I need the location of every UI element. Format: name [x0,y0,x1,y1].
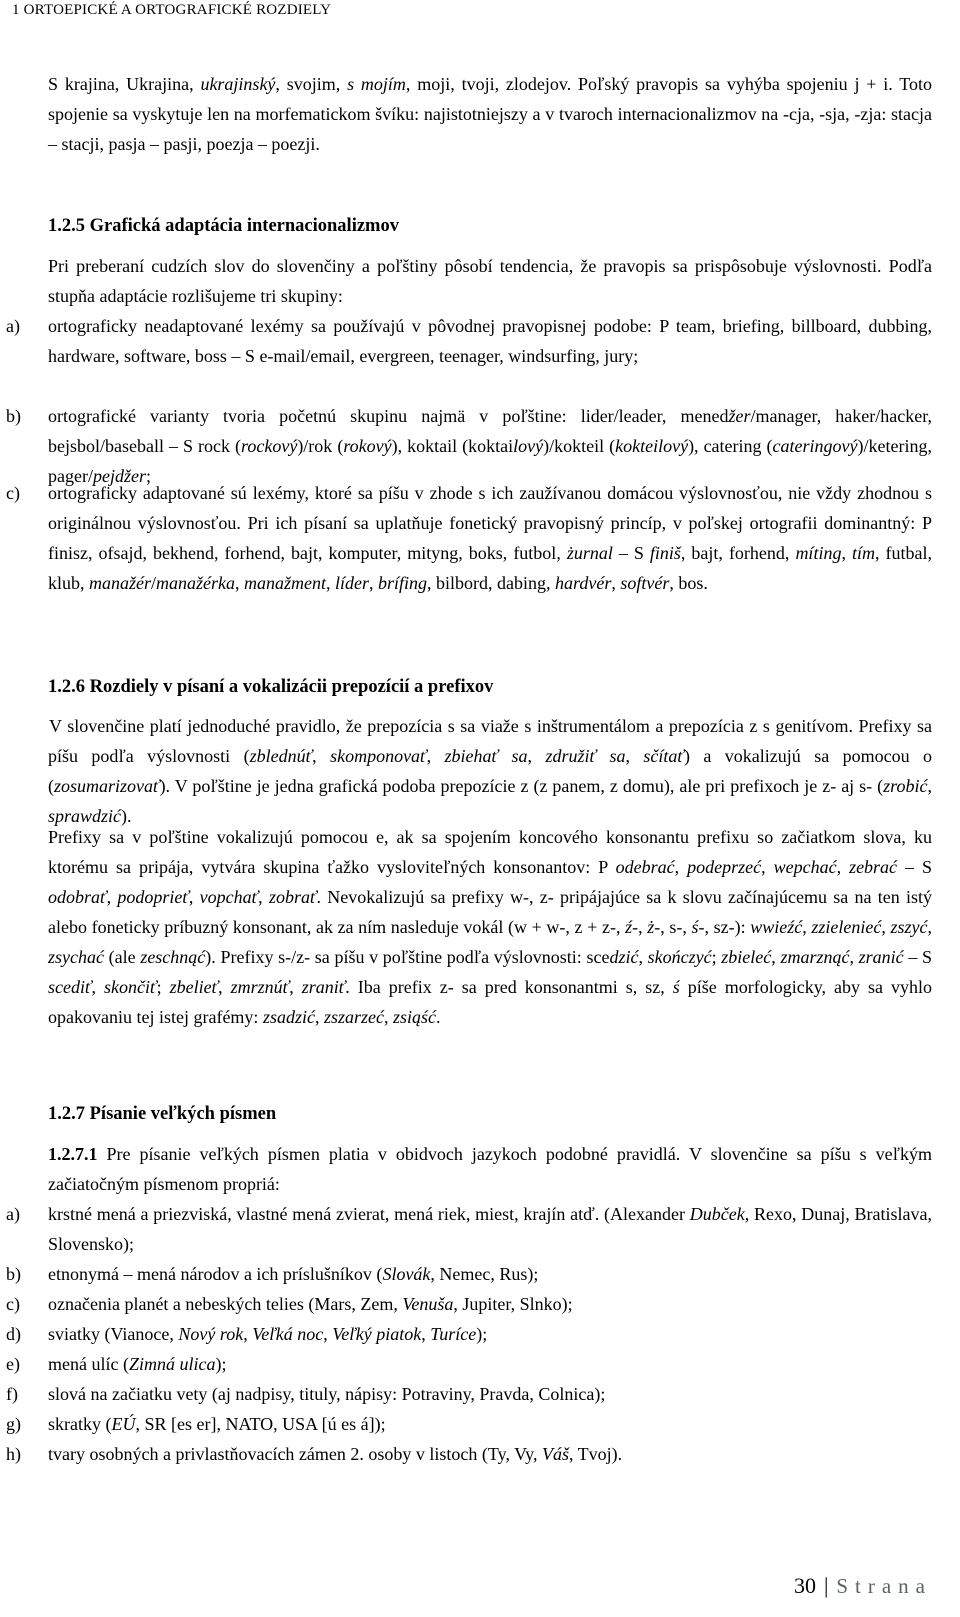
text-run: , [312,746,331,766]
list-item [6,1319,932,1349]
italic-text: Veľký piatok [332,1324,422,1344]
text-run: , bilbord, dabing, [427,573,556,593]
italic-text: rokový [343,436,392,456]
italic-text: sčítať [643,746,684,766]
text-run: , [421,1324,431,1344]
italic-text: zraniť [301,977,346,997]
italic-text: dzić [609,947,639,967]
text-run: krstné mená a priezviská, vlastné mená zvierat, mená riek, miest, krajín atď. (Alexander [48,1204,690,1224]
list-item-text [48,1439,932,1469]
list-item-text [48,1319,932,1349]
text-run: , [383,1007,393,1027]
italic-text: zszyć [890,917,928,937]
text-run: . Iba prefix z- sa pred konsonantmi s, sz, [345,977,673,997]
text-run: – S [612,543,650,563]
running-header: 1 ORTOEPICKÉ A ORTOGRAFICKÉ ROZDIELY [12,2,332,18]
italic-text: zrobić [883,776,928,796]
italic-text: skończyć [647,947,712,967]
italic-text: cateringový [772,436,858,456]
list-item [6,1379,932,1409]
text-run: ), catering ( [688,436,773,456]
italic-text: Váš [541,1444,569,1464]
section-125-intro: Pri preberaní cudzích slov do slovenčiny a poľštiny pôsobí tendencia, že pravopis sa prispôsobuje výslovnosti. Podľa stupňa adaptácie rozlišujeme tri skupiny: [48,256,932,306]
section-heading-1-2-7: 1.2.7 Písanie veľkých písmen [48,1104,277,1124]
text-run: , SR [es er], NATO, USA [ú es á]); [135,1414,386,1434]
text-run: Prefixy sa v poľštine vokalizujú pomocou e, ak sa spojením koncového konsonantu prefixu so začiatkom slova, ku ktorému sa pripája, vytvára skupina ťažko vysloviteľných konsonantov: P [48,827,932,877]
list-item [6,478,932,598]
text-run: , [611,573,621,593]
italic-text: żurnal [566,543,613,563]
text-run: , [881,917,891,937]
text-run: / [151,573,157,593]
list-marker: c) [6,483,20,503]
italic-text: ś [691,917,699,937]
text-run: , [323,1324,333,1344]
text-run: -, sz-): [698,917,751,937]
footer-separator: | [823,1573,829,1598]
italic-text: manažér [89,573,152,593]
italic-text: softvér [620,573,670,593]
text-run: – S [903,947,933,967]
text-run: ). V poľštine je jedna grafická podoba prepozície z (z panem, z domu), ale pri prefixoch je z- aj s- ( [159,776,884,796]
italic-text: EÚ [111,1414,136,1434]
text-run: sviatky (Vianoce, [48,1324,179,1344]
italic-text: sprawdzić [48,806,122,826]
list-item-text [48,478,932,598]
text-run: tvary osobných a privlastňovacích zámen 2. osoby v listoch (Ty, Vy, [48,1444,542,1464]
italic-text: zeschnąć [140,947,206,967]
text-run: etnonymá – mená národov a ich príslušníkov ( [48,1264,383,1284]
text-run: , [841,543,852,563]
section-heading-1-2-5: 1.2.5 Grafická adaptácia internacionalizmov [48,216,399,236]
italic-text: s mojím [347,74,406,94]
list-marker: a) [6,1204,20,1224]
text-run: )/ketering, pager/ [48,436,932,486]
list-marker: g) [6,1414,21,1434]
italic-text: míting [795,543,842,563]
text-run: , [91,977,105,997]
text-run: ) a vokalizujú sa pomocou o ( [48,746,933,796]
italic-text: odebrać [615,857,675,877]
italic-text: žer [728,406,751,426]
text-run: , [258,887,269,907]
text-run: , [235,573,245,593]
text-run: (ale [103,947,141,967]
text-run: ortograficky neadaptované lexémy sa používajú v pôvodnej pravopisnej podobe: P team, briefing, billboard, dubbing, hardware, software, boss – S e-mail/email, evergreen, teenager, windsurfing, jury; [48,316,932,366]
text-run: ). Prefixy s-/z- sa píšu v poľštine podľa výslovnosti: sce [205,947,610,967]
text-run: ), koktail (koktai [391,436,514,456]
text-run: , [927,776,932,796]
list-item [6,1409,932,1439]
text-run: -, s-, [654,917,692,937]
italic-text: scediť [48,977,92,997]
italic-text: pejdžer [92,466,146,486]
section-126-paragraph-1 [48,711,932,831]
text-run: , futbal, klub, [48,543,932,593]
italic-text: zbiehať sa [444,746,528,766]
list-marker: d) [6,1324,21,1344]
italic-text: wepchać [773,857,837,877]
italic-text: zebrać [849,857,898,877]
text-run: )/kokteil ( [543,436,616,456]
italic-text: zosumarizovať [54,776,160,796]
text-run: , [927,917,933,937]
italic-text: podoprieť [117,887,189,907]
italic-text: zbelieť [169,977,219,997]
subsection-intro-text: Pre písanie veľkých písmen platia v obidvoch jazykoch podobné pravidlá. V slovenčine sa píšu s veľkým začiatočným písmenom propriá: [48,1144,932,1194]
text-run: )/rok ( [297,436,344,456]
list-marker: a) [6,316,20,336]
intro-paragraph [48,69,932,159]
section-126-paragraph-2 [48,822,932,1032]
text-run: , [326,573,336,593]
text-run: ); [476,1324,488,1344]
text-run: slová na začiatku vety (aj nadpisy, tituly, nápisy: Potraviny, Pravda, Colnica); [48,1384,606,1404]
italic-text: Slovák [382,1264,431,1284]
text-run: , [638,947,648,967]
italic-text: finiš [649,543,681,563]
italic-text: Nový rok [178,1324,244,1344]
text-run: – S [897,857,933,877]
italic-text: skončiť [104,977,157,997]
text-run: , [761,857,774,877]
text-run: , Rexo, Dunaj, Bratislava, Slovensko); [48,1204,932,1254]
text-run: , [771,947,781,967]
list-item-text [48,1349,932,1379]
italic-text: združiť sa [545,746,626,766]
italic-text: Zimná ulica [128,1354,216,1374]
list-item [6,1439,932,1469]
italic-text: ś [672,977,680,997]
italic-text: zsiąść [392,1007,436,1027]
italic-text: wwieźć [750,917,803,937]
list-item [6,311,932,371]
text-run: píše morfologicky, aby sa vyhlo opakovaniu tej istej grafémy: [48,977,933,1027]
italic-text: zzielenieć [811,917,882,937]
italic-text: zobrať [268,887,317,907]
italic-text: manažment [244,573,327,593]
italic-text: Turíce [430,1324,477,1344]
italic-text: brífing [378,573,428,593]
italic-text: rockový [241,436,298,456]
text-run: , [849,947,859,967]
list-marker: b) [6,1264,21,1284]
list-marker: f) [6,1384,18,1404]
text-run: označenia planét a nebeských telies (Mars, Zem, [48,1294,403,1314]
italic-text: manažérka [156,573,236,593]
page-footer [794,1573,932,1599]
text-run: , [802,917,812,937]
italic-text: Venuša [402,1294,454,1314]
text-run: . Nevokalizujú sa prefixy w-, z- pripájajúce sa k slovu začínajúcemu sa na ten istý alebo foneticky príbuzný konsonant, ak za ním nasleduje vokál (w + w-, z + z-, [48,887,932,937]
text-run: , [106,887,118,907]
text-run: ; [156,977,170,997]
section-heading-1-2-6: 1.2.6 Rozdiely v písaní a vokalizácii prepozícií a prefixov [48,677,494,697]
subsection-number: 1.2.7.1 [48,1144,98,1164]
italic-text: zbieleć [721,947,772,967]
italic-text: zsychać [48,947,104,967]
list-item-text [48,1289,932,1319]
list-item-text [48,1379,932,1409]
page-number: 30 [793,1573,816,1598]
italic-text: zranić [858,947,904,967]
italic-text: zszarzeć [323,1007,384,1027]
italic-text: Veľká noc [252,1324,324,1344]
text-run: , [218,977,231,997]
italic-text: hardvér [555,573,612,593]
list-item [6,1349,932,1379]
list-item [6,1199,932,1259]
text-run: mená ulíc ( [48,1354,129,1374]
page-label: Strana [836,1574,932,1598]
text-run: /manager, haker/hacker, bejsbol/baseball – S rock ( [48,406,932,456]
list-marker: b) [6,406,21,426]
text-run: , Jupiter, Slnko); [453,1294,573,1314]
text-run: , moji, tvoji, zlodejov. Poľský pravopis sa vyhýba spojeniu j + i. Toto spojenie sa vyskytuje len na morfematickom švíku: najistotniejszy a v tvaroch internacionalizmov na -cja, -sja, -zja: stacja – stacji, pasja – pasji, poezja – poezji. [48,74,932,154]
text-run: skratky ( [48,1414,112,1434]
text-run: , [243,1324,253,1344]
italic-text: ź [625,917,633,937]
italic-text: zmarznąć [780,947,850,967]
italic-text: Dubček [689,1204,745,1224]
text-run: , [314,1007,324,1027]
list-item-text [48,311,932,371]
italic-text: odobrať [48,887,107,907]
italic-text: lový [513,436,544,456]
text-run: . [435,1007,441,1027]
text-run: , [527,746,546,766]
list-item [6,1289,932,1319]
list-marker: h) [6,1444,21,1464]
text-run: , Nemec, Rus); [430,1264,539,1284]
italic-text: zblednúť [249,746,313,766]
italic-text: líder [335,573,370,593]
italic-text: ukrajinský [200,74,276,94]
italic-text: skomponovať [330,746,427,766]
text-run: ); [215,1354,227,1374]
italic-text: zsadzić [262,1007,315,1027]
text-run: , [625,746,644,766]
italic-text: tím [851,543,875,563]
text-run: , bajt, forhend, [680,543,796,563]
italic-text: kokteilový [615,436,689,456]
list-item [6,1259,932,1289]
section-127-intro [48,1139,932,1199]
text-run: ). [121,806,132,826]
italic-text: vopchať [199,887,259,907]
text-run: , [426,746,445,766]
list-item-text [48,1409,932,1439]
list-item-text [48,1259,932,1289]
text-run: , [836,857,850,877]
list-marker: c) [6,1294,20,1314]
text-run: ortografické varianty tvoria početnú skupinu najmä v poľštine: lider/leader, mened [48,406,729,426]
text-run: S krajina, Ukrajina, [48,74,201,94]
text-run: , [369,573,379,593]
list-marker: e) [6,1354,20,1374]
text-run: , Tvoj). [568,1444,623,1464]
text-run: , [289,977,302,997]
italic-text: ż [647,917,655,937]
text-run: ; [145,466,151,486]
text-run: , [674,857,688,877]
text-run: ; [711,947,722,967]
text-run: -, [632,917,648,937]
list-item-text [48,1199,932,1259]
text-run: , svojim, [275,74,348,94]
italic-text: zmrznúť [230,977,290,997]
text-run: , [188,887,200,907]
text-run: ortograficky adaptované sú lexémy, ktoré sa píšu v zhode s ich zaužívanou domácou výslovnosťou, nie vždy zhodnou s originálnou výslovnosťou. Pri ich písaní sa uplatňuje fonetický pravopisný princíp, v poľskej ortografii dominantný: P finisz, ofsajd, bekhend, forhend, bajt, komputer, mityng, boks, futbol, [48,483,932,563]
italic-text: podeprzeć [687,857,762,877]
text-run: V slovenčine platí jednoduché pravidlo, že prepozícia s sa viaže s inštrumentálom a prepozícia z s genitívom. Prefixy sa píšu podľa výslovnosti ( [48,716,932,766]
text-run: , bos. [669,573,708,593]
